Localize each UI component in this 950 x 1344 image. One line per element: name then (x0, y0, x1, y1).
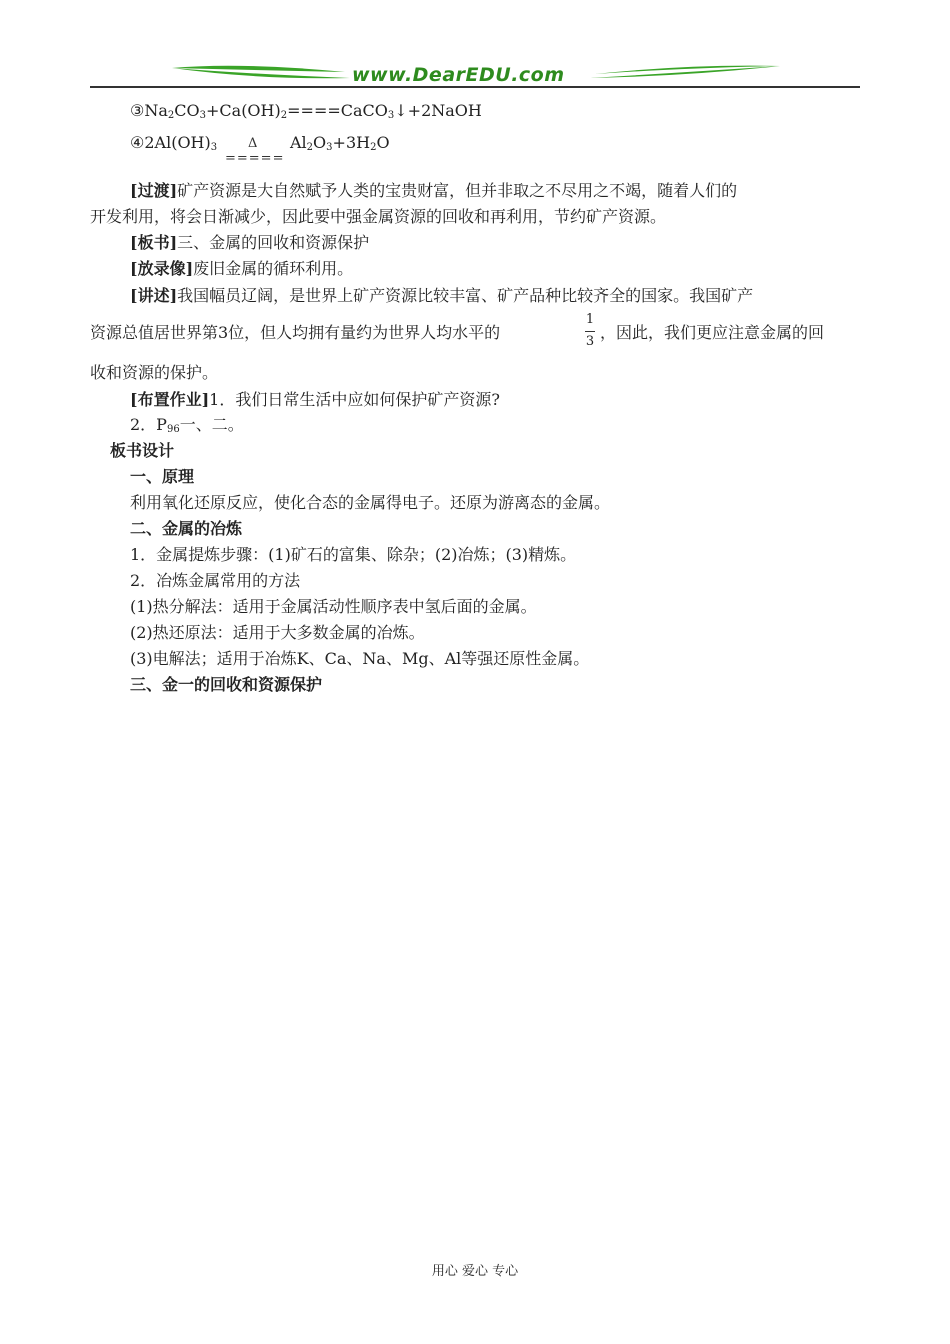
eq4-sub: 3 (326, 142, 333, 153)
homework-item-2-rest: 一、二。 (179, 415, 244, 434)
eq3-sub: 2 (167, 110, 175, 121)
eq3-part: CO (174, 101, 200, 120)
lecture-line-2a: 资源总值居世界第3位，但人均拥有量约为世界人均水平的 (90, 323, 501, 342)
eq4-sub: 2 (306, 142, 314, 153)
video-text: 废旧金属的循环利用。 (193, 259, 354, 278)
page-footer: 用心 爱心 专心 (431, 1264, 519, 1279)
eq4-part: O (376, 133, 390, 152)
lecture-text: 我国幅员辽阔，是世界上矿产资源比较丰富、矿产品种比较齐全的国家。我国矿产 (177, 286, 754, 305)
homework-item-2: 2．P (130, 415, 167, 434)
homework-line-1 (130, 389, 500, 411)
homework-item-1: 1．我们日常生活中应如何保护矿产资源? (209, 390, 500, 409)
transition-tag: [过渡] (130, 181, 178, 200)
transition-line-2: 开发利用，将会日渐减少，因此要中强金属资源的回收和再利用，节约矿产资源。 (90, 207, 667, 226)
eq3-sub: 3 (199, 110, 206, 121)
eq4-equals: ===== (225, 151, 285, 166)
header-rule (90, 86, 860, 88)
board-text: 三、金属的回收和资源保护 (177, 233, 370, 252)
eq4-part: Al (290, 133, 307, 152)
board-line (130, 232, 369, 254)
eq3-part: ↓+2NaOH (394, 101, 482, 120)
lecture-tag: [讲述] (130, 286, 178, 305)
eq4-sub: 2 (370, 142, 377, 153)
eq4-part: O (313, 133, 327, 152)
design-method-2: (2)热还原法：适用于大多数金属的冶炼。 (130, 623, 425, 642)
fraction-denominator: 3 (585, 334, 595, 349)
design-method-3: (3)电解法；适用于冶炼K、Ca、Na、Mg、Al等强还原性金属。 (130, 649, 590, 668)
eq3-part: ====CaCO (287, 101, 388, 120)
eq4-delta: Δ (248, 136, 259, 151)
eq3-sub: 2 (280, 110, 288, 121)
equation-4 (130, 132, 217, 159)
board-tag: [板书] (130, 233, 178, 252)
site-logo-text[interactable]: www.DearEDU.com (352, 64, 565, 86)
design-section-2-item-1: 1．金属提炼步骤：(1)矿石的富集、除杂；(2)冶炼；(3)精炼。 (130, 545, 577, 564)
design-title: 板书设计 (110, 441, 175, 460)
eq3-marker: ③ (130, 101, 145, 120)
fraction-numerator: 1 (585, 312, 595, 327)
transition-line-1 (130, 180, 737, 202)
design-section-1-text: 利用氧化还原反应，使化合态的金属得电子。还原为游离态的金属。 (130, 493, 611, 512)
design-section-2-item-2: 2．冶炼金属常用的方法 (130, 571, 301, 590)
design-section-1-title: 一、原理 (130, 467, 195, 486)
homework-tag: [布置作业] (130, 390, 210, 409)
design-section-3-title: 三、金一的回收和资源保护 (130, 675, 323, 694)
homework-sub: 96 (166, 424, 180, 435)
eq4-part: +3H (332, 133, 371, 152)
design-method-1: (1)热分解法：适用于金属活动性顺序表中氢后面的金属。 (130, 597, 537, 616)
eq3-part: Na (144, 101, 168, 120)
homework-line-2 (130, 414, 244, 441)
transition-text: 矿产资源是大自然赋予人类的宝贵财富，但并非取之不尽用之不竭，随着人们的 (177, 181, 738, 200)
eq4-sub: 3 (210, 142, 218, 153)
equation-3 (130, 100, 482, 127)
fraction-bar (585, 331, 595, 332)
eq4-marker: ④ (130, 133, 145, 152)
video-tag: [放录像] (130, 259, 194, 278)
eq3-part: +Ca(OH) (206, 101, 281, 120)
lecture-line-1 (130, 285, 753, 307)
lecture-line-3: 收和资源的保护。 (90, 363, 219, 382)
page-header (90, 58, 860, 90)
design-section-2-title: 二、金属的冶炼 (130, 519, 243, 538)
video-line (130, 258, 353, 280)
eq3-sub: 3 (387, 110, 395, 121)
equation-4-products (290, 132, 390, 159)
eq4-part: 2Al(OH) (144, 133, 211, 152)
lecture-line-2b: ，因此，我们更应注意金属的回 (600, 323, 825, 342)
